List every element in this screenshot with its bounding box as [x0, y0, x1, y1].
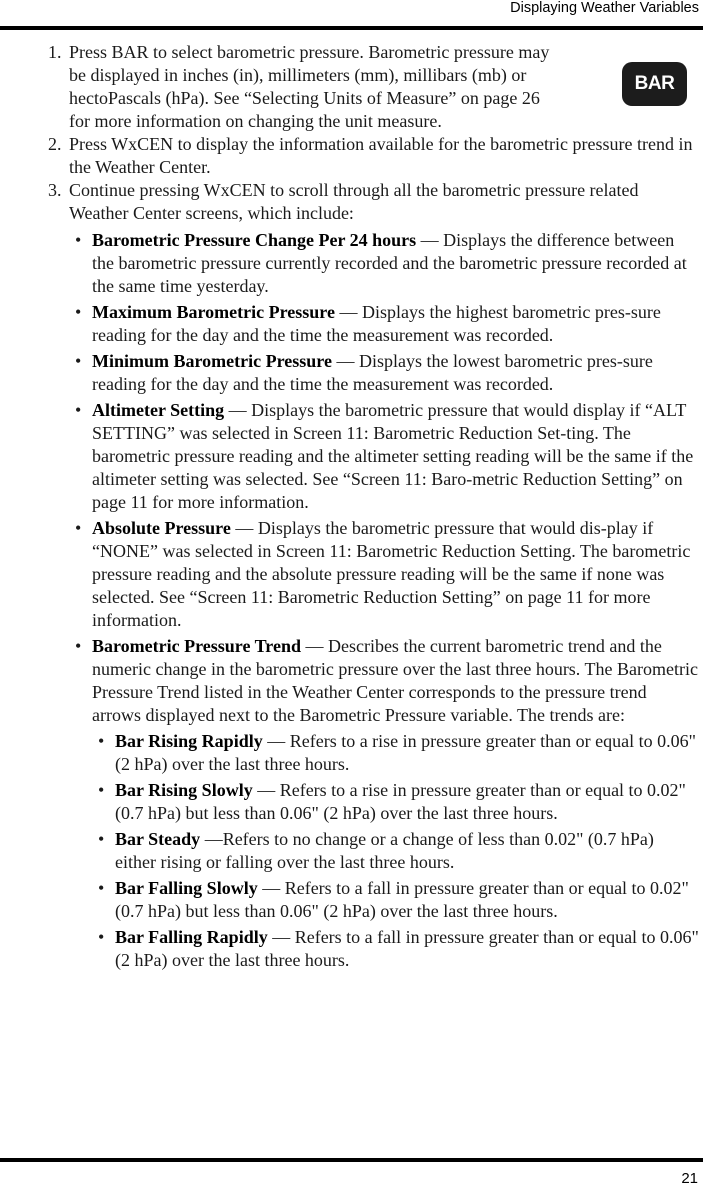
trend-term: Bar Rising Slowly	[115, 780, 253, 800]
step-3	[0, 179, 703, 225]
bullet-icon: •	[98, 731, 105, 751]
bullet-icon: •	[98, 780, 105, 800]
trend-term: Bar Rising Rapidly	[115, 731, 263, 751]
footer-rule	[0, 1158, 703, 1162]
bullet-icon: •	[75, 351, 82, 371]
page-number: 21	[681, 1170, 698, 1187]
list-item	[0, 399, 703, 514]
item-term: Barometric Pressure Change Per 24 hours	[92, 230, 417, 250]
item-description: — Displays the highest barometric pres-sure reading for the day and the time the measurement was recorded.	[92, 302, 661, 345]
item-description: — Displays the barometric pressure that would dis-play if “NONE” was selected in Screen 11: Barometric Reduction Setting. The barometric pressure reading and the absolute pressure reading will be the same if none was selected. See “Screen 11: Barometric Reduction Setting” on page 11 for more information.	[92, 518, 691, 630]
step-text: Press BAR to select barometric pressure. Barometric pressure may be displayed in inches (in), millimeters (mm), millibars (mb) or hectoPascals (hPa). See “Selecting Units of Measure” on page 26 for more information on changing the unit measure.	[69, 42, 550, 131]
item-description: — Describes the current barometric trend and the numeric change in the barometric pressure over the last three hours. The Barometric Pressure Trend listed in the Weather Center corresponds to the pressure trend arrows displayed next to the Barometric Pressure variable. The trends are:	[92, 636, 698, 725]
item-term: Barometric Pressure Trend	[92, 636, 301, 656]
running-header: Displaying Weather Variables	[510, 0, 699, 16]
list-item	[0, 350, 703, 396]
trend-term: Bar Falling Rapidly	[115, 927, 268, 947]
list-item	[0, 517, 703, 632]
step-2	[0, 133, 703, 179]
bullet-icon: •	[75, 636, 82, 656]
header-rule	[0, 26, 703, 30]
bullet-icon: •	[98, 927, 105, 947]
item-description: — Displays the lowest barometric pres-sure reading for the day and the time the measurement was recorded.	[92, 351, 653, 394]
trend-item	[0, 926, 703, 972]
weather-center-screens-list	[0, 229, 703, 972]
trend-description: — Refers to a fall in pressure greater than or equal to 0.06" (2 hPa) over the last three hours.	[115, 927, 699, 970]
trend-description: —Refers to no change or a change of less than 0.02" (0.7 hPa) either rising or falling over the last three hours.	[115, 829, 654, 872]
bullet-icon: •	[75, 230, 82, 250]
bar-key-icon: BAR	[622, 62, 687, 106]
step-number: 2.	[48, 134, 62, 154]
item-description: — Displays the difference between the barometric pressure currently recorded and the barometric pressure recorded at the same time yesterday.	[92, 230, 687, 296]
step-text: Continue pressing WxCEN to scroll through all the barometric pressure related Weather Center screens, which include:	[69, 180, 639, 223]
bullet-icon: •	[98, 829, 105, 849]
step-number: 1.	[48, 42, 62, 62]
trend-item	[0, 877, 703, 923]
step-number: 3.	[48, 180, 62, 200]
step-1	[0, 41, 703, 133]
list-item	[0, 229, 703, 298]
trend-description: — Refers to a rise in pressure greater than or equal to 0.02" (0.7 hPa) but less than 0.06" (2 hPa) over the last three hours.	[115, 780, 686, 823]
trend-item	[0, 828, 703, 874]
bullet-icon: •	[75, 400, 82, 420]
item-term: Absolute Pressure	[92, 518, 231, 538]
item-term: Minimum Barometric Pressure	[92, 351, 332, 371]
trend-term: Bar Falling Slowly	[115, 878, 258, 898]
item-term: Maximum Barometric Pressure	[92, 302, 335, 322]
list-item	[0, 635, 703, 727]
bullet-icon: •	[75, 302, 82, 322]
bullet-icon: •	[75, 518, 82, 538]
item-description: — Displays the barometric pressure that would display if “ALT SETTING” was selected in Screen 11: Barometric Reduction Set-ting. The barometric pressure reading and the altimeter setting reading will be the same if the altimeter setting was selected. See “Screen 11: Baro-metric Reduction Setting” on page 11 for more information.	[92, 400, 694, 512]
trend-item	[0, 779, 703, 825]
page-body	[0, 41, 703, 975]
trend-term: Bar Steady	[115, 829, 201, 849]
trend-item	[0, 730, 703, 776]
step-text: Press WxCEN to display the information available for the barometric pressure trend in the Weather Center.	[69, 134, 693, 177]
list-item	[0, 301, 703, 347]
trend-description: — Refers to a rise in pressure greater than or equal to 0.06" (2 hPa) over the last three hours.	[115, 731, 696, 774]
trend-description: — Refers to a fall in pressure greater than or equal to 0.02" (0.7 hPa) but less than 0.06" (2 hPa) over the last three hours.	[115, 878, 689, 921]
item-term: Altimeter Setting	[92, 400, 225, 420]
bullet-icon: •	[98, 878, 105, 898]
